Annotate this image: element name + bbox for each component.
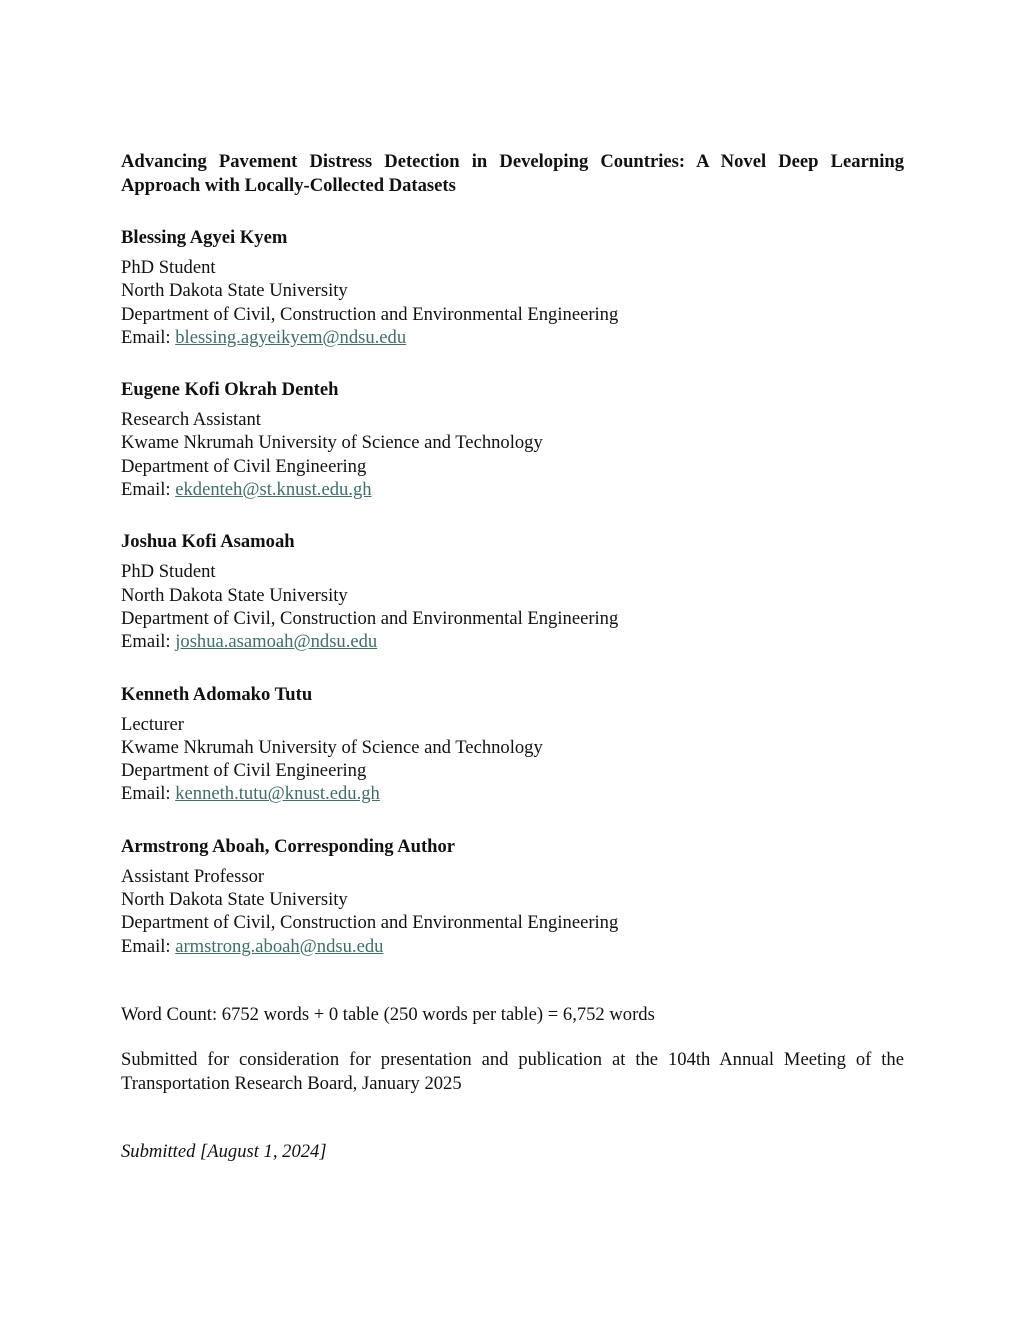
- author-name: Joshua Kofi Asamoah: [121, 531, 295, 553]
- paper-title: Advancing Pavement Distress Detection in Developing Countries: A Novel Deep Learning Approach with Locally-Collected Datasets: [121, 151, 904, 196]
- author-name: Blessing Agyei Kyem: [121, 227, 288, 248]
- author-email-line: Email: joshua.asamoah@ndsu.edu: [121, 631, 378, 653]
- author-name: Eugene Kofi Okrah Denteh: [121, 379, 339, 401]
- author-role: Assistant Professor: [121, 865, 265, 887]
- author-institution: North Dakota State University: [121, 584, 348, 606]
- author-role: Lecturer: [121, 713, 184, 735]
- author-email-line: Email: blessing.agyeikyem@ndsu.edu: [121, 326, 407, 348]
- author-email-link[interactable]: blessing.agyeikyem@ndsu.edu: [175, 326, 407, 348]
- author-role: Research Assistant: [121, 409, 261, 431]
- author-email-link[interactable]: kenneth.tutu@knust.edu.gh: [175, 783, 380, 805]
- author-email-link[interactable]: joshua.asamoah@ndsu.edu: [175, 631, 378, 653]
- author-list: [121, 226, 904, 958]
- email-label: Email: [121, 935, 166, 957]
- author-email-line: Email: armstrong.aboah@ndsu.edu: [121, 935, 384, 957]
- author-institution: Kwame Nkrumah University of Science and Technology: [121, 736, 543, 758]
- author-institution: North Dakota State University: [121, 889, 348, 911]
- author-role: PhD Student: [121, 257, 216, 278]
- email-label: Email: [121, 326, 166, 348]
- author-name: Kenneth Adomako Tutu: [121, 683, 313, 705]
- author-email-link[interactable]: armstrong.aboah@ndsu.edu: [175, 935, 384, 957]
- author-department: Department of Civil, Construction and Environmental Engineering: [121, 303, 619, 325]
- submitted-date: Submitted [August 1, 2024]: [121, 1140, 327, 1162]
- email-label: Email: [121, 631, 166, 653]
- submission-note: Submitted for consideration for presentation and publication at the 104th Annual Meeting of the Transportation Research Board, January 2025: [121, 1049, 904, 1094]
- author-role: PhD Student: [121, 561, 216, 583]
- author-department: Department of Civil Engineering: [121, 760, 367, 782]
- author-institution: North Dakota State University: [121, 280, 348, 302]
- author-department: Department of Civil, Construction and Environmental Engineering: [121, 607, 619, 629]
- author-email-line: Email: ekdenteh@st.knust.edu.gh: [121, 479, 372, 501]
- word-count: Word Count: 6752 words + 0 table (250 words per table) = 6,752 words: [121, 1003, 655, 1025]
- author-block: [121, 683, 904, 806]
- author-email-link[interactable]: ekdenteh@st.knust.edu.gh: [175, 479, 372, 501]
- author-block: [121, 835, 904, 958]
- author-name: Armstrong Aboah, Corresponding Author: [121, 835, 456, 857]
- email-label: Email: [121, 479, 166, 501]
- author-block: [121, 226, 904, 349]
- title-page: [121, 150, 904, 1163]
- author-block: [121, 378, 904, 501]
- author-institution: Kwame Nkrumah University of Science and Technology: [121, 432, 543, 454]
- email-label: Email: [121, 783, 166, 805]
- author-department: Department of Civil, Construction and Environmental Engineering: [121, 912, 619, 934]
- author-department: Department of Civil Engineering: [121, 455, 367, 477]
- author-email-line: Email: kenneth.tutu@knust.edu.gh: [121, 783, 380, 805]
- author-block: [121, 530, 904, 653]
